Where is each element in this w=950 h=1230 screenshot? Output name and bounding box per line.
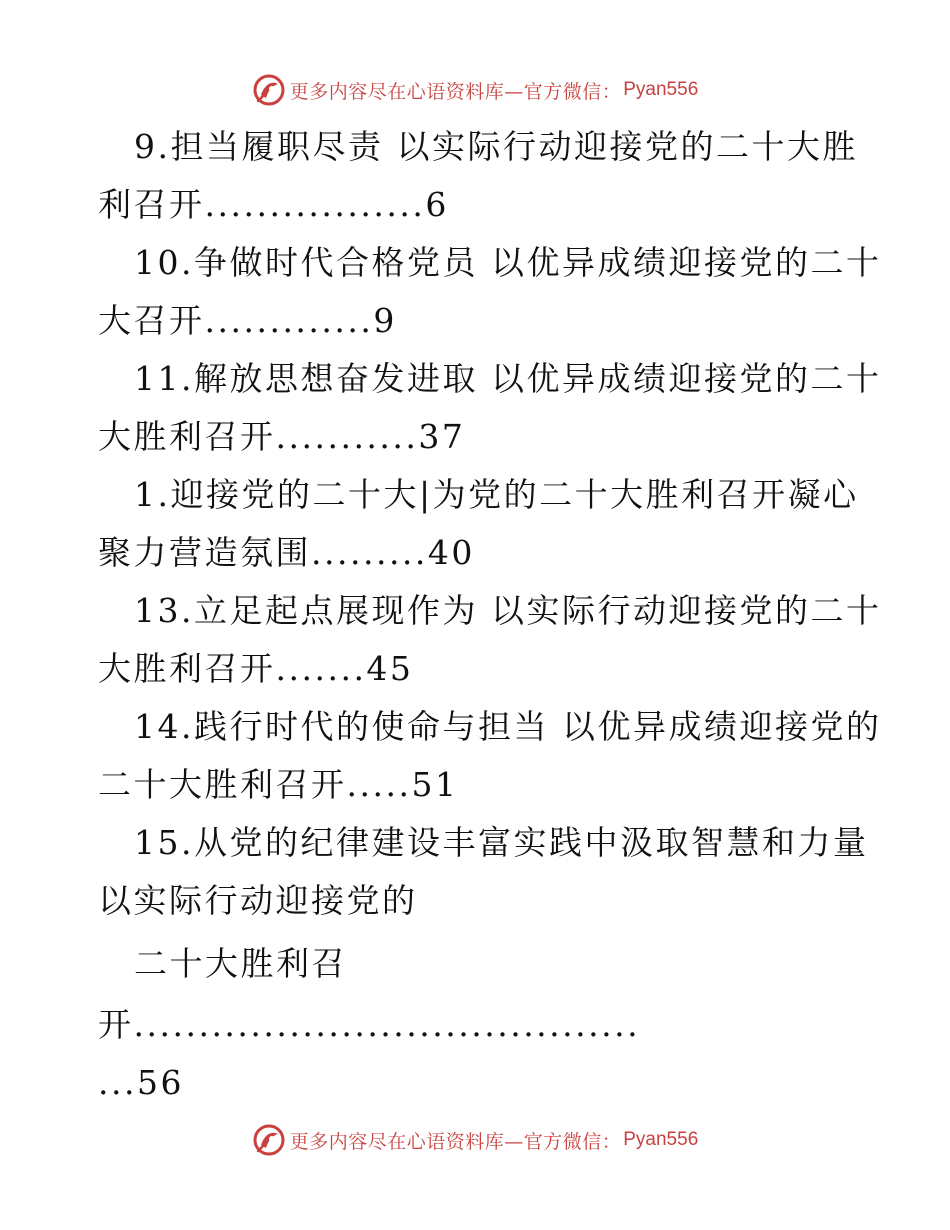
toc-line: 聚力营造氛围.........40 (98, 533, 475, 572)
toc-line: 大胜利召开.......45 (98, 649, 414, 688)
toc-line: 大召开.............9 (98, 301, 397, 340)
toc-line: 15.从党的纪律建设丰富实践中汲取智慧和力量 (134, 823, 869, 862)
header-banner (0, 70, 950, 110)
toc-line: 10.争做时代合格党员 以优异成绩迎接党的二十 (134, 243, 882, 282)
footer-banner (0, 1120, 950, 1160)
footer-banner-account: Pyan556 (623, 1129, 699, 1150)
toc-line: 13.立足起点展现作为 以实际行动迎接党的二十 (134, 591, 882, 630)
header-banner-account: Pyan556 (623, 79, 699, 100)
toc-line: ...56 (98, 1063, 184, 1102)
toc-line: 以实际行动迎接党的 (98, 881, 418, 920)
flower-logo-icon (252, 73, 286, 107)
toc-line: 11.解放思想奋发进取 以优异成绩迎接党的二十 (134, 359, 882, 398)
toc-line: 14.践行时代的使命与担当 以优异成绩迎接党的 (134, 707, 882, 746)
toc-line: 大胜利召开...........37 (98, 417, 466, 456)
toc-line: 利召开.................6 (98, 185, 449, 224)
flower-logo-icon (252, 1123, 286, 1157)
toc-line: 二十大胜利召开.....51 (98, 765, 459, 804)
toc-line: 二十大胜利召 (134, 944, 347, 983)
toc-line: 9.担当履职尽责 以实际行动迎接党的二十大胜 (134, 127, 858, 166)
footer-banner-text: 更多内容尽在心语资料库—官方微信： (289, 1130, 622, 1153)
header-banner-text: 更多内容尽在心语资料库—官方微信： (289, 80, 622, 103)
toc-line: 1.迎接党的二十大|为党的二十大胜利召开凝心 (134, 475, 859, 514)
toc-line: 开....................................... (98, 1005, 641, 1044)
